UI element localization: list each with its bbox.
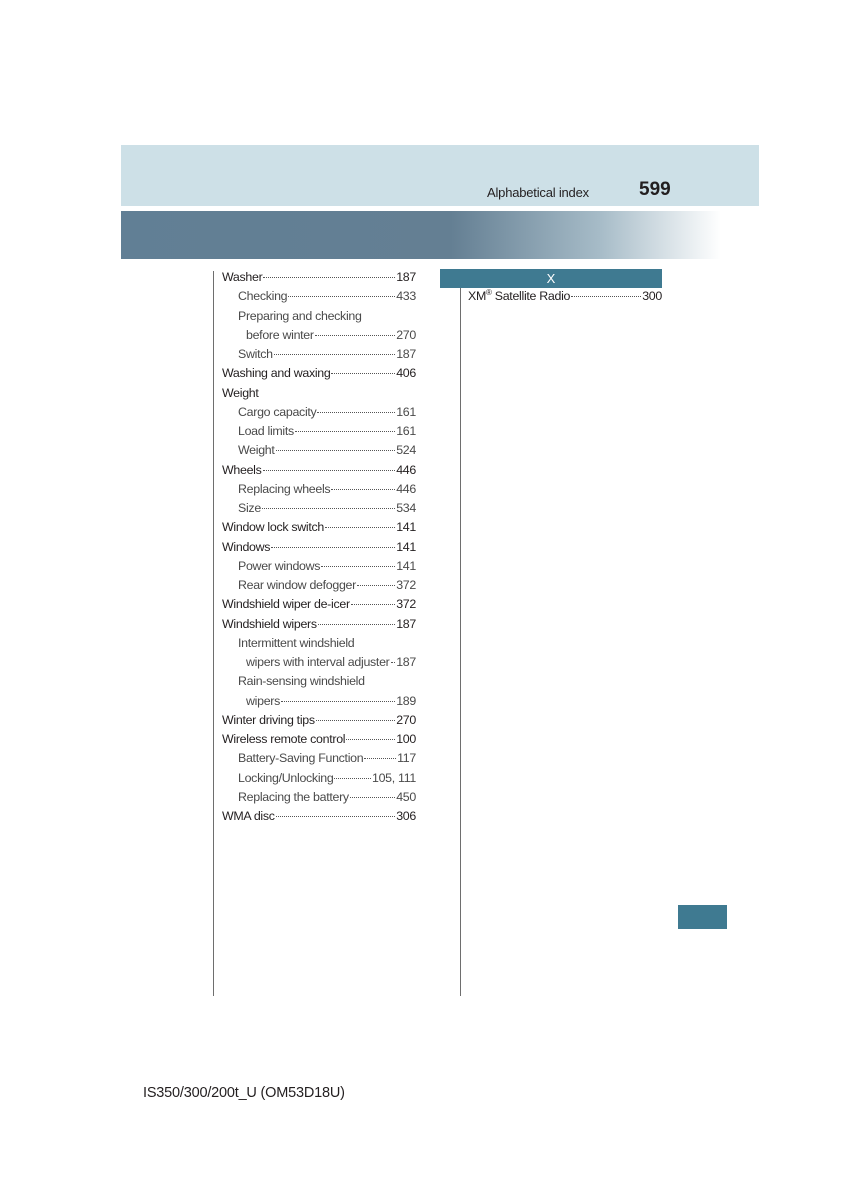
dot-leader (276, 816, 396, 817)
index-entry (222, 559, 416, 578)
dot-leader (357, 585, 395, 586)
index-entry (222, 636, 416, 655)
index-entry (222, 655, 416, 674)
index-entry (222, 751, 416, 770)
index-entry (222, 501, 416, 520)
entry-page: 300 (642, 289, 662, 303)
entry-page: 446 (396, 481, 416, 496)
entry-page: 524 (396, 443, 416, 458)
index-entry (468, 289, 662, 308)
dot-leader (325, 527, 395, 528)
entry-page: 306 (396, 809, 416, 823)
index-column-left (222, 270, 416, 828)
entry-label: Rear window defogger (238, 578, 356, 592)
index-entry (222, 578, 416, 597)
page-number: 599 (639, 179, 671, 200)
entry-label: Window lock switch (222, 520, 325, 535)
index-entry (222, 771, 416, 790)
dot-leader (295, 431, 395, 432)
index-entry (222, 713, 416, 732)
entry-label: Locking/Unlocking (238, 770, 334, 785)
dot-leader (263, 277, 395, 278)
index-column-right (468, 289, 662, 308)
entry-label: Rain-sensing windshield (238, 674, 365, 689)
footer-model: IS350/300/200t_U (OM53D18U) (143, 1085, 345, 1101)
entry-label: Wireless remote control (222, 732, 346, 746)
entry-page: 141 (396, 558, 416, 573)
chapter-tab (678, 905, 727, 929)
entry-page: 187 (396, 616, 416, 631)
entry-page: 406 (396, 366, 416, 381)
entry-label: Checking (238, 289, 288, 304)
entry-label: Cargo capacity (238, 404, 317, 419)
entry-label: Wheels (222, 462, 262, 477)
index-entry (222, 270, 416, 289)
index-entry (222, 347, 416, 366)
dot-leader (281, 701, 395, 702)
entry-label: Washing and waxing (222, 366, 331, 381)
dot-leader (276, 450, 396, 451)
entry-label: Load limits (238, 424, 294, 438)
entry-page: 117 (397, 751, 416, 766)
entry-label: before winter (246, 327, 314, 342)
entry-page: 433 (396, 289, 416, 304)
entry-page: 189 (396, 693, 416, 708)
entry-label: Washer (222, 270, 263, 284)
entry-label: wipers with interval adjuster (246, 655, 390, 669)
index-entry (222, 809, 416, 828)
index-entry (222, 443, 416, 462)
entry-page: 534 (396, 501, 416, 515)
entry-label: wipers (246, 693, 281, 708)
entry-page: 446 (396, 462, 416, 477)
dot-leader (364, 758, 396, 759)
entry-page: 270 (396, 712, 416, 727)
column-divider-left (213, 271, 214, 996)
header-gradient-band (121, 211, 721, 259)
index-entry (222, 694, 416, 713)
entry-page: 187 (396, 270, 416, 284)
entry-label: Battery-Saving Function (238, 751, 364, 766)
entry-page: 372 (396, 578, 416, 592)
entry-label: Power windows (238, 558, 321, 573)
dot-leader (351, 604, 395, 605)
index-entry (222, 309, 416, 328)
entry-page: 100 (396, 732, 416, 746)
dot-leader (346, 739, 395, 740)
entry-page: 161 (396, 424, 416, 438)
dot-leader (271, 547, 395, 548)
index-entry (222, 597, 416, 616)
index-entry (222, 463, 416, 482)
index-entry (222, 674, 416, 693)
dot-leader (262, 508, 395, 509)
entry-page: 270 (396, 327, 416, 342)
entry-page: 450 (396, 789, 416, 804)
dot-leader (331, 489, 395, 490)
entry-label: Windshield wipers (222, 616, 317, 631)
dot-leader (350, 797, 395, 798)
dot-leader (315, 335, 395, 336)
entry-label: Weight (238, 443, 275, 458)
index-entry (222, 328, 416, 347)
section-letter-x: X (440, 269, 662, 288)
dot-leader (321, 566, 395, 567)
dot-leader (263, 470, 396, 471)
entry-page: 161 (396, 404, 416, 419)
index-entry (222, 289, 416, 308)
index-entry (222, 424, 416, 443)
entry-label: Winter driving tips (222, 712, 315, 727)
entry-page: 141 (396, 539, 416, 554)
entry-label: Switch (238, 347, 273, 361)
section-title: Alphabetical index (487, 185, 589, 200)
entry-label: Windshield wiper de-icer (222, 597, 350, 612)
entry-label: Intermittent windshield (238, 635, 355, 650)
entry-page: 372 (396, 597, 416, 612)
dot-leader (317, 412, 395, 413)
dot-leader (288, 296, 395, 297)
entry-label: Replacing the battery (238, 789, 349, 804)
index-entry (222, 366, 416, 385)
index-entry (222, 520, 416, 539)
index-entry (222, 790, 416, 809)
index-entry (222, 617, 416, 636)
dot-leader (274, 354, 396, 355)
dot-leader (391, 662, 396, 663)
entry-page: 105, 111 (372, 770, 416, 785)
entry-label: Windows (222, 539, 271, 554)
entry-page: 141 (396, 520, 416, 535)
entry-label: Replacing wheels (238, 481, 331, 496)
entry-label: WMA disc (222, 809, 275, 823)
entry-label: XM® Satellite Radio (468, 288, 571, 303)
dot-leader (334, 778, 371, 779)
column-divider-middle (460, 271, 461, 996)
dot-leader (331, 373, 395, 374)
index-entry (222, 540, 416, 559)
entry-label: Size (238, 501, 261, 515)
dot-leader (316, 720, 395, 721)
entry-page: 187 (396, 347, 416, 361)
entry-label: Weight (222, 385, 259, 400)
entry-page: 187 (396, 655, 416, 669)
index-entry (222, 386, 416, 405)
dot-leader (318, 624, 395, 625)
dot-leader (571, 296, 641, 297)
index-entry (222, 405, 416, 424)
entry-label: Preparing and checking (238, 308, 362, 323)
index-entry (222, 732, 416, 751)
index-entry (222, 482, 416, 501)
